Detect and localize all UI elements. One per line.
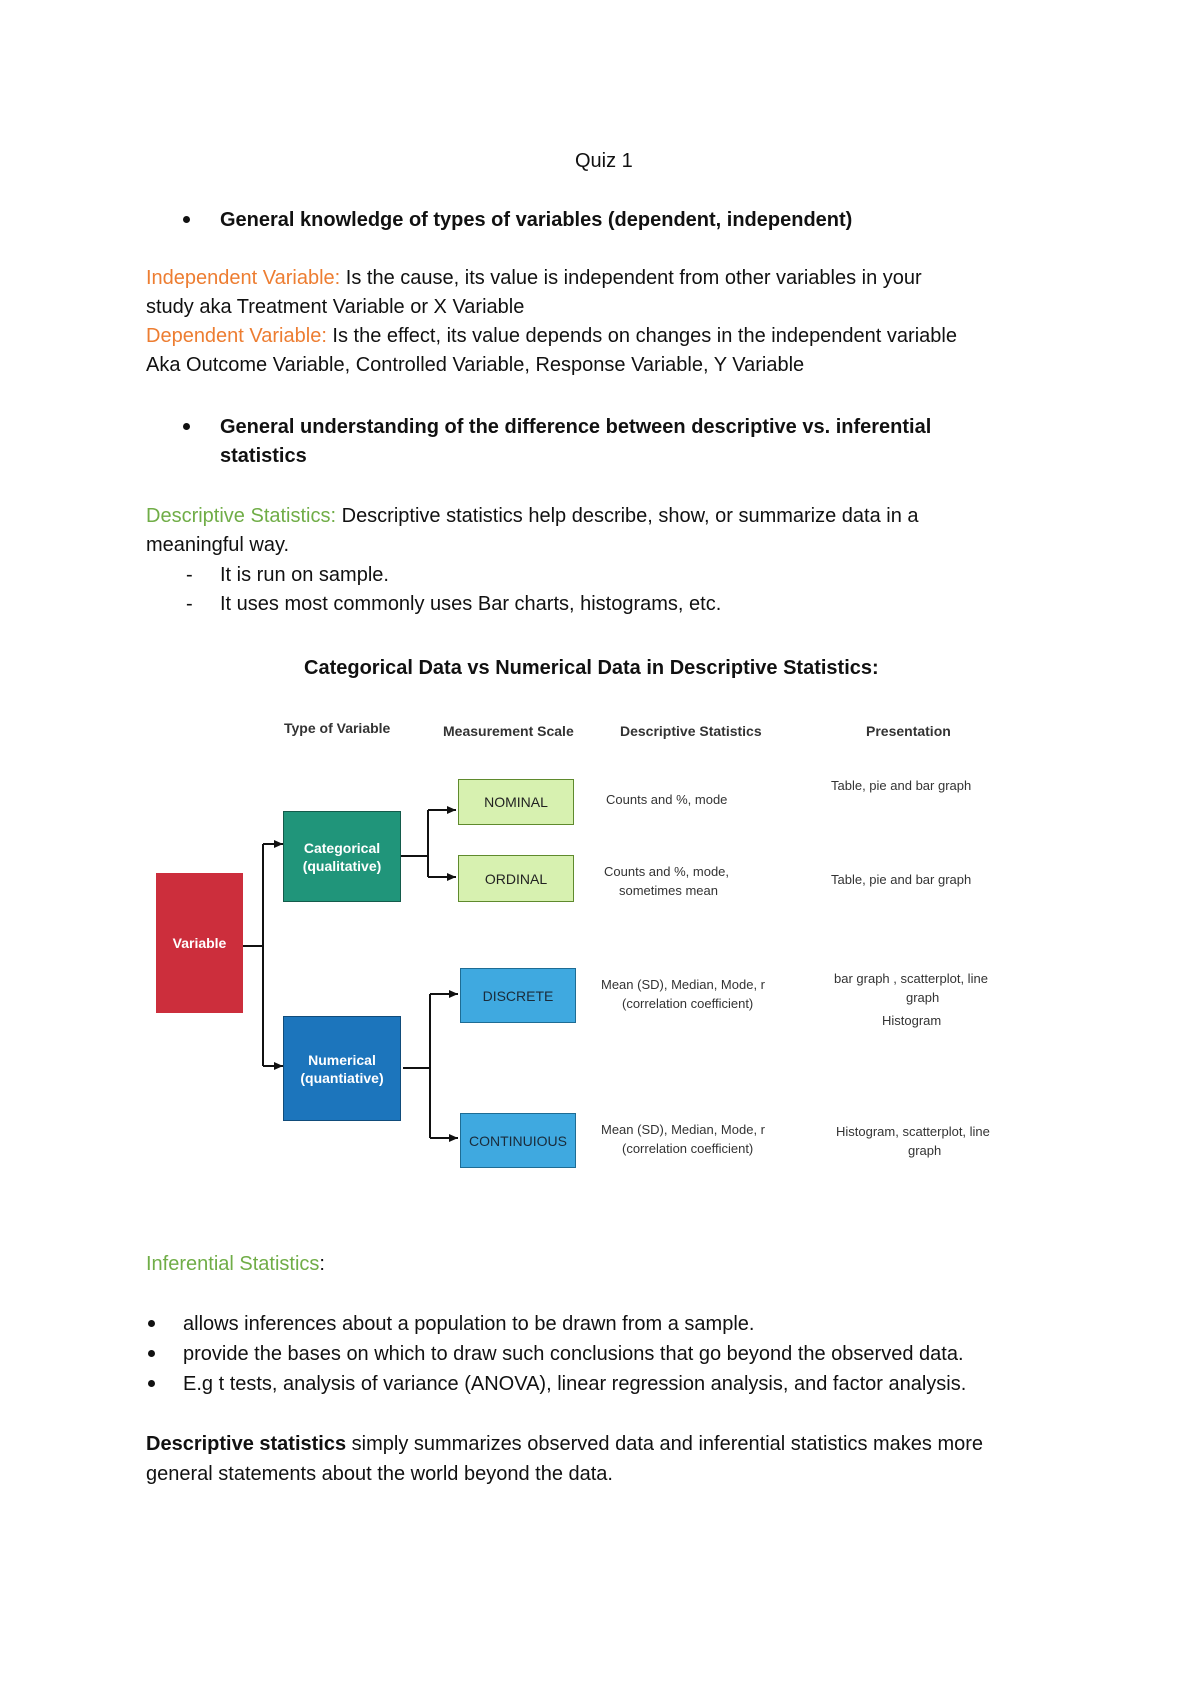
presentation-continuous: Histogram, scatterplot, line	[836, 1124, 990, 1139]
presentation-discrete: bar graph , scatterplot, line	[834, 971, 988, 986]
descriptive-statistics-line-2: meaningful way.	[146, 534, 290, 556]
ordinal-box: ORDINAL	[458, 855, 574, 902]
header-measurement-scale: Measurement Scale	[443, 723, 574, 739]
bullet-heading-statistics: General understanding of the difference between descriptive vs. inferential	[220, 416, 932, 438]
numerical-label: Numerical	[308, 1051, 376, 1068]
discrete-box: DISCRETE	[460, 968, 576, 1023]
header-presentation: Presentation	[866, 723, 951, 739]
presentation-discrete-3: Histogram	[882, 1013, 942, 1028]
descriptive-statistics-label: Descriptive Statistics:	[146, 505, 337, 527]
independent-variable-text: Is the cause, its value is independent from other variables in your	[340, 267, 922, 289]
numerical-box	[283, 1016, 401, 1121]
inferential-bullet-2: provide the bases on which to draw such conclusions that go beyond the observed data.	[183, 1343, 964, 1365]
header-type-of-variable: Type of Variable	[284, 720, 391, 736]
stats-continuous-2: (correlation coefficient)	[622, 1141, 754, 1156]
categorical-sublabel: (qualitative)	[302, 857, 382, 874]
inferential-statistics-heading	[146, 1250, 325, 1278]
presentation-continuous-2: graph	[908, 1143, 942, 1158]
dash-marker: -	[186, 564, 193, 586]
presentation-ordinal: Table, pie and bar graph	[831, 872, 972, 887]
presentation-nominal: Table, pie and bar graph	[831, 778, 972, 793]
nominal-box: NOMINAL	[458, 779, 574, 825]
categorical-label: Categorical	[303, 839, 381, 856]
stats-continuous: Mean (SD), Median, Mode, r	[601, 1122, 766, 1137]
summary-line-2: general statements about the world beyond the data.	[146, 1463, 613, 1485]
bullet-dot	[148, 1320, 155, 1327]
dash-item-sample: It is run on sample.	[220, 564, 389, 586]
header-descriptive-statistics: Descriptive Statistics	[620, 723, 762, 739]
presentation-discrete-2: graph	[906, 990, 940, 1005]
bullet-heading-statistics-2: statistics	[220, 445, 307, 467]
stats-ordinal-2: sometimes mean	[619, 883, 718, 898]
continuous-box: CONTINUIOUS	[460, 1113, 576, 1168]
stats-ordinal: Counts and %, mode,	[604, 864, 730, 879]
categorical-box	[283, 811, 401, 902]
stats-discrete-2: (correlation coefficient)	[622, 996, 754, 1011]
diagram-title: Categorical Data vs Numerical Data in Descriptive Statistics:	[304, 657, 879, 679]
independent-variable-label: Independent Variable:	[146, 267, 341, 289]
dependent-variable-text: Is the effect, its value depends on changes in the independent variable	[326, 325, 957, 347]
descriptive-statistics-text: Descriptive statistics help describe, show, or summarize data in a	[336, 505, 919, 527]
dependent-variable-line-2: Aka Outcome Variable, Controlled Variable, Response Variable, Y Variable	[146, 354, 805, 376]
inferential-statistics-label: Inferential Statistics	[146, 1253, 320, 1275]
bullet-heading-variables: General knowledge of types of variables (dependent, independent)	[220, 209, 853, 231]
dash-item-charts: It uses most commonly uses Bar charts, histograms, etc.	[220, 593, 722, 615]
independent-variable-line-2: study aka Treatment Variable or X Variable	[146, 296, 525, 318]
summary-text: simply summarizes observed data and inferential statistics makes more	[346, 1433, 984, 1455]
dependent-variable-label: Dependent Variable:	[146, 325, 327, 347]
inferential-bullet-3: E.g t tests, analysis of variance (ANOVA), linear regression analysis, and factor analysis.	[183, 1373, 967, 1395]
stats-discrete: Mean (SD), Median, Mode, r	[601, 977, 766, 992]
variable-box: Variable	[156, 873, 243, 1013]
summary-bold: Descriptive statistics	[146, 1433, 347, 1455]
summary-line	[146, 1430, 983, 1458]
inferential-colon: :	[319, 1253, 325, 1275]
bullet-dot	[148, 1380, 155, 1387]
dash-marker: -	[186, 593, 193, 615]
inferential-bullet-1: allows inferences about a population to be drawn from a sample.	[183, 1313, 755, 1335]
bullet-dot	[148, 1350, 155, 1357]
numerical-sublabel: (quantiative)	[300, 1069, 384, 1086]
stats-nominal: Counts and %, mode	[606, 792, 728, 807]
page-title: Quiz 1	[575, 150, 633, 172]
